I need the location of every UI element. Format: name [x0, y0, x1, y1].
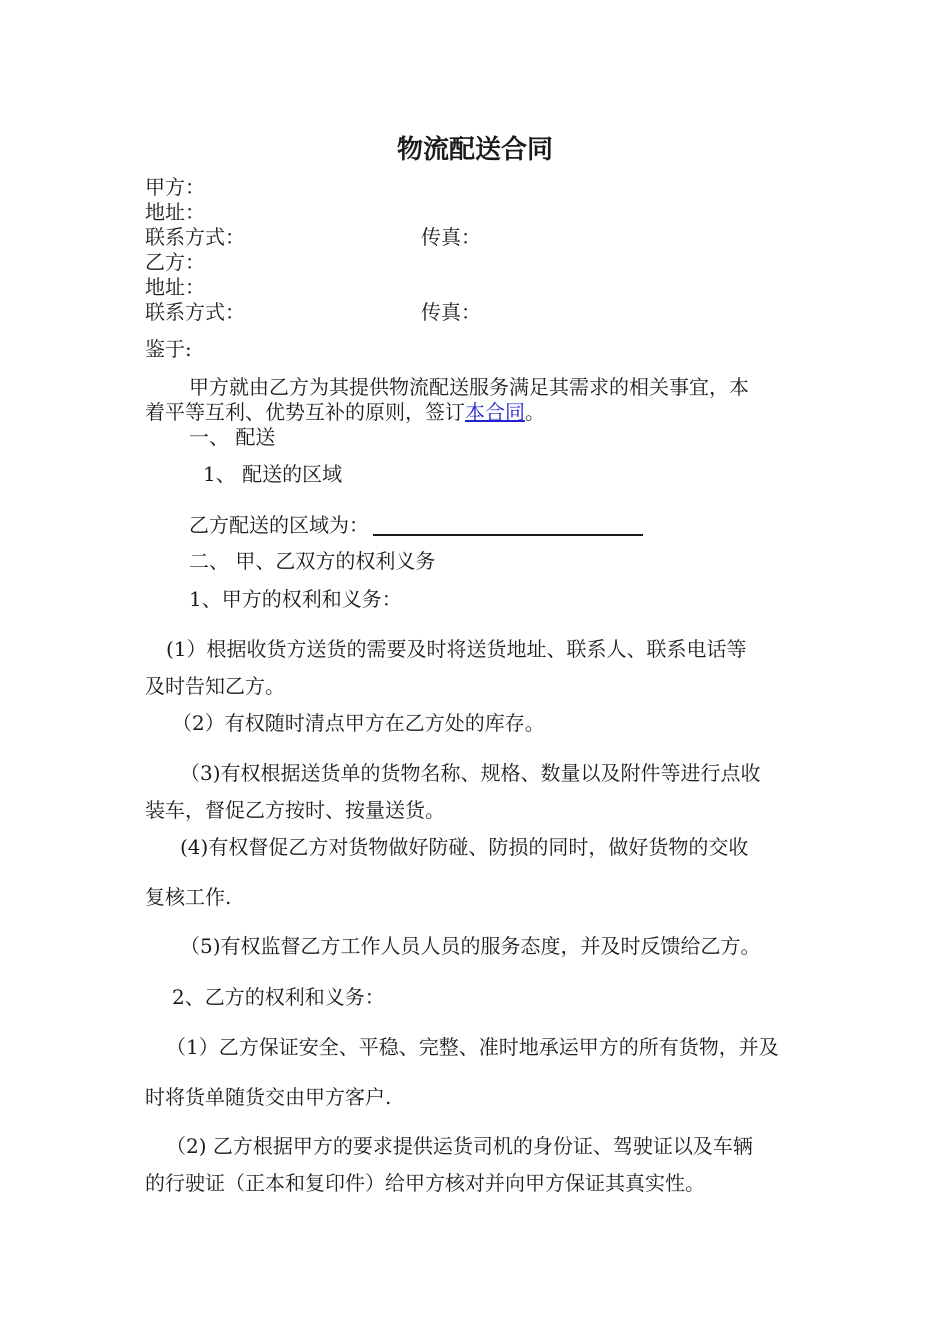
- party-a-label: 甲方：: [145, 175, 205, 199]
- party-a-fax-label: 传真：: [421, 225, 481, 249]
- clause-a4-line-2: 复核工作.: [145, 885, 232, 909]
- party-b-address-label: 地址：: [145, 275, 205, 299]
- contract-link[interactable]: 本合同: [465, 400, 525, 424]
- clause-a2: （2）有权随时清点甲方在乙方处的库存。: [172, 711, 545, 735]
- clause-b1-line-1: （1）乙方保证安全、平稳、完整、准时地承运甲方的所有货物，并及: [166, 1035, 779, 1059]
- clause-b2-line-2: 的行驶证（正本和复印件）给甲方核对并向甲方保证其真实性。: [145, 1171, 705, 1195]
- party-a-address-label: 地址：: [145, 200, 205, 224]
- party-b-rights-heading: 2、乙方的权利和义务：: [172, 985, 385, 1009]
- preamble-text: 着平等互利、优势互补的原则，签订: [145, 400, 465, 424]
- whereas-label: 鉴于:: [145, 337, 192, 361]
- delivery-area-row: [189, 512, 643, 538]
- section-2-heading: 二、 甲、乙双方的权利义务: [189, 549, 436, 573]
- party-b-label: 乙方：: [145, 250, 205, 274]
- party-a-rights-heading: 1、甲方的权利和义务：: [189, 587, 402, 611]
- clause-a1-line-1: (1）根据收货方送货的需要及时将送货地址、联系人、联系电话等: [166, 637, 747, 661]
- party-a-contact-label: 联系方式：: [145, 225, 245, 249]
- preamble-line-2: [145, 399, 545, 425]
- clause-a3-line-2: 装车，督促乙方按时、按量送货。: [145, 798, 445, 822]
- clause-b2-line-1: （2) 乙方根据甲方的要求提供运货司机的身份证、驾驶证以及车辆: [166, 1134, 753, 1158]
- clause-a4-line-1: (4)有权督促乙方对货物做好防碰、防损的同时，做好货物的交收: [180, 835, 749, 859]
- section-1-heading: 一、 配送: [189, 425, 276, 449]
- clause-b1-line-2: 时将货单随货交由甲方客户.: [145, 1085, 392, 1109]
- clause-a3-line-1: （3)有权根据送货单的货物名称、规格、数量以及附件等进行点收: [180, 761, 761, 785]
- document-title: 物流配送合同: [396, 135, 553, 165]
- delivery-area-blank[interactable]: [373, 514, 643, 536]
- preamble-period: 。: [525, 400, 545, 424]
- preamble-line-1: 甲方就由乙方为其提供物流配送服务满足其需求的相关事宜，本: [189, 375, 749, 399]
- clause-a5: （5)有权监督乙方工作人员人员的服务态度，并及时反馈给乙方。: [180, 934, 761, 958]
- party-b-fax-label: 传真：: [421, 300, 481, 324]
- clause-a1-line-2: 及时告知乙方。: [145, 674, 285, 698]
- delivery-area-label: 乙方配送的区域为：: [189, 513, 369, 537]
- section-1-1-heading: 1、 配送的区域: [203, 462, 343, 486]
- party-b-contact-label: 联系方式：: [145, 300, 245, 324]
